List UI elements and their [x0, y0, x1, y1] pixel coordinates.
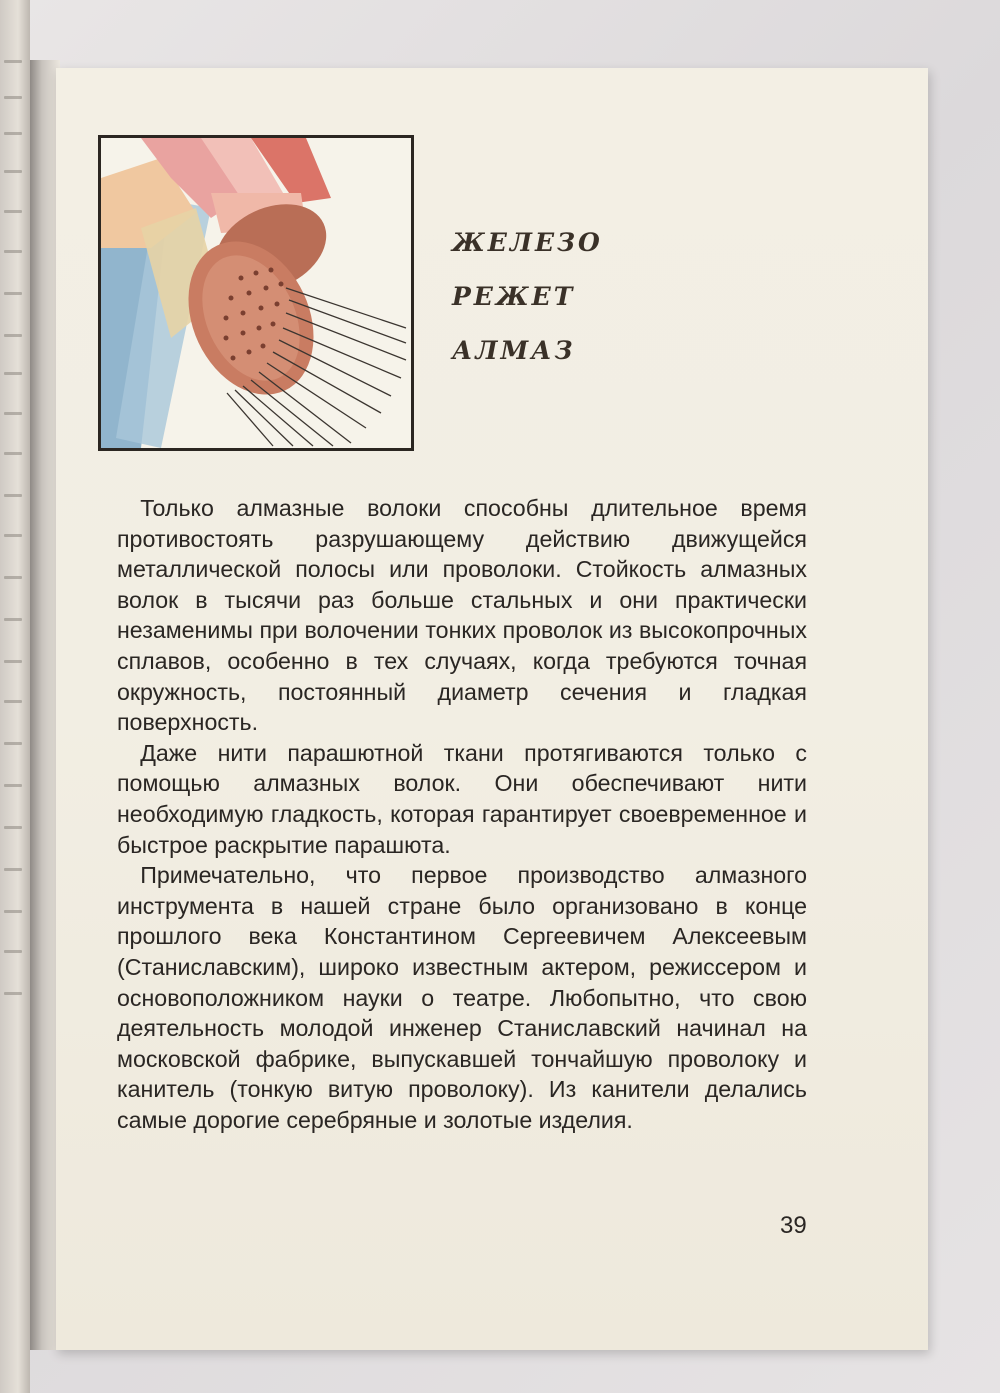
title-line-1: ЖЕЛЕЗО [452, 228, 603, 257]
facing-page-edge [0, 0, 30, 1393]
title-line-3: АЛМАЗ [452, 336, 576, 365]
shower-head-icon [101, 138, 411, 448]
article-body [117, 493, 807, 1135]
paragraph-1: Только алмазные волоки способны длительное время противостоять разрушающему действию движущейся металлической полосы или проволоки. Стойкость алмазных волок в тысячи раз больше стальных и они практически незаменимы при волочении тонких проволок из высокопрочных сплавов, особенно в тех случаях, когда требуются точная окружность, постоянный диаметр сечения и гладкая поверхность. [117, 495, 807, 736]
title-line-2: РЕЖЕТ [452, 282, 576, 311]
shower-head-illustration [98, 135, 414, 451]
page-number: 39 [780, 1212, 807, 1239]
paragraph-3: Примечательно, что первое производство алмазного инструмента в нашей стране было организовано в конце прошлого века Константином Сергеевичем Алексеевым (Станиславским), широко известным актером, режиссером и основоположником науки о театре. Любопытно, что свою деятельность молодой инженер Станиславский начинал на московской фабрике, выпускавшей тончайшую проволоку и канитель (тонкую витую проволоку). Из канители делались самые дорогие серебряные и золотые изделия. [117, 862, 807, 1133]
paragraph-2: Даже нити парашютной ткани протягиваются только с помощью алмазных волок. Они обеспечивают нити необходимую гладкость, которая гарантирует своевременное и быстрое раскрытие парашюта. [117, 739, 807, 858]
